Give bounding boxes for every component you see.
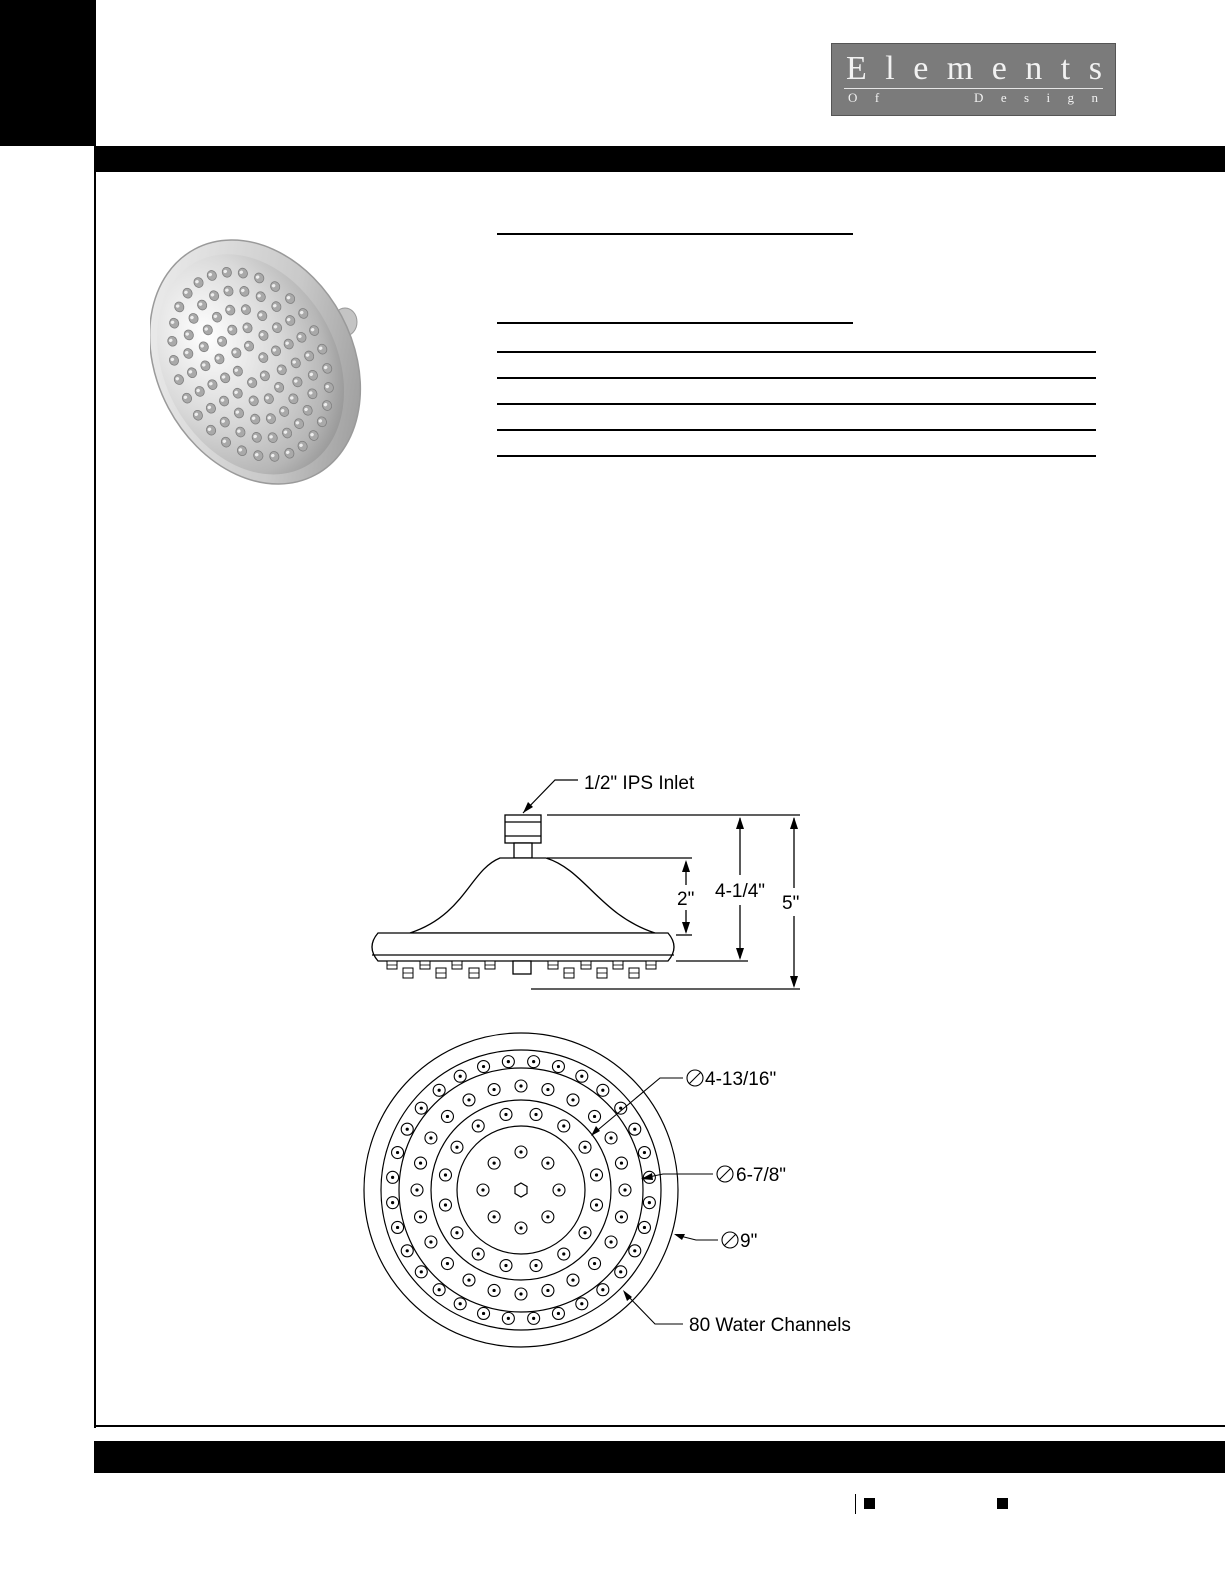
water-channel-hole xyxy=(591,1199,603,1211)
water-channel-hole xyxy=(567,1094,579,1106)
water-channel-hole xyxy=(478,1061,490,1073)
water-channel-hole xyxy=(415,1266,427,1278)
water-channel-hole xyxy=(629,1123,641,1135)
water-channel-hole xyxy=(415,1157,427,1169)
side-nozzle xyxy=(548,961,558,969)
water-channel-hole xyxy=(528,1056,540,1068)
water-channel-hole xyxy=(425,1236,437,1248)
water-channel-hole xyxy=(615,1266,627,1278)
water-channel-hole xyxy=(478,1307,490,1319)
water-channel-hole xyxy=(502,1056,514,1068)
footer-divider xyxy=(855,1494,856,1514)
water-channel-hole xyxy=(415,1102,427,1114)
water-channel-hole xyxy=(500,1260,512,1272)
water-channel-hole xyxy=(488,1284,500,1296)
logo-divider xyxy=(844,88,1103,89)
brand-logo xyxy=(831,43,1116,116)
water-channel-hole xyxy=(477,1184,489,1196)
water-channel-hole xyxy=(472,1120,484,1132)
water-channel-hole xyxy=(515,1146,527,1158)
water-channel-hole xyxy=(615,1211,627,1223)
spec-rule-1 xyxy=(497,233,853,235)
side-nozzle xyxy=(597,968,607,978)
water-channel-hole xyxy=(441,1110,453,1122)
water-channel-hole xyxy=(392,1221,404,1233)
water-channel-hole xyxy=(515,1080,527,1092)
water-channel-hole xyxy=(530,1108,542,1120)
water-channel-hole xyxy=(629,1245,641,1257)
spec-table-rule-2 xyxy=(497,377,1096,379)
side-nozzle xyxy=(646,961,656,969)
dim-label-2in: 2" xyxy=(677,889,695,910)
footer-square-bullet xyxy=(997,1498,1008,1509)
water-channels-label: 80 Water Channels xyxy=(689,1315,851,1336)
side-nozzle xyxy=(613,961,623,969)
water-channel-hole xyxy=(515,1288,527,1300)
inlet-label: 1/2" IPS Inlet xyxy=(584,773,695,794)
water-channel-hole xyxy=(619,1184,631,1196)
water-channel-hole xyxy=(552,1061,564,1073)
spec-table-rule-3 xyxy=(497,403,1096,405)
side-nozzle xyxy=(403,968,413,978)
water-channel-hole xyxy=(530,1260,542,1272)
water-channel-hole xyxy=(401,1245,413,1257)
product-photo xyxy=(150,222,380,502)
water-channel-hole xyxy=(597,1084,609,1096)
side-nozzle xyxy=(420,961,430,969)
water-channel-hole xyxy=(401,1123,413,1135)
logo-wordmark-elements: E l e m e n t s xyxy=(846,50,1102,87)
water-channel-hole xyxy=(472,1248,484,1260)
water-channel-hole xyxy=(415,1211,427,1223)
side-nozzle xyxy=(629,968,639,978)
water-channel-hole xyxy=(553,1184,565,1196)
water-channel-hole xyxy=(567,1274,579,1286)
water-channel-hole xyxy=(558,1120,570,1132)
water-channel-hole xyxy=(488,1084,500,1096)
top-view-leaders xyxy=(591,1070,738,1324)
water-channel-hole xyxy=(542,1284,554,1296)
water-channel-hole xyxy=(454,1298,466,1310)
water-channel-hole xyxy=(439,1169,451,1181)
water-channel-hole xyxy=(638,1147,650,1159)
logo-wordmark-of-design: O f D e s i g n xyxy=(848,90,1098,105)
water-channel-hole xyxy=(488,1157,500,1169)
footer-square-bullet xyxy=(864,1498,875,1509)
water-channel-hole xyxy=(392,1147,404,1159)
side-nozzle xyxy=(581,961,591,969)
water-channel-hole xyxy=(591,1169,603,1181)
spec-table-rule-5 xyxy=(497,455,1096,457)
water-channel-hole xyxy=(502,1312,514,1324)
water-channel-hole xyxy=(411,1184,423,1196)
dia-label-inner: 4-13/16" xyxy=(705,1069,777,1090)
water-channel-hole xyxy=(552,1307,564,1319)
water-channel-hole xyxy=(605,1132,617,1144)
water-channel-hole xyxy=(589,1258,601,1270)
water-channel-hole xyxy=(463,1274,475,1286)
water-channel-hole xyxy=(515,1222,527,1234)
water-channel-hole xyxy=(425,1132,437,1144)
water-channel-hole xyxy=(433,1084,445,1096)
water-channel-hole xyxy=(589,1110,601,1122)
side-nozzle xyxy=(564,968,574,978)
water-channel-hole xyxy=(387,1197,399,1209)
water-channel-hole xyxy=(643,1197,655,1209)
left-border-rule xyxy=(94,0,96,1428)
spec-table-rule-1 xyxy=(497,351,1096,353)
dia-label-middle: 6-7/8" xyxy=(736,1165,787,1186)
spec-table-rule-4 xyxy=(497,429,1096,431)
spec-rule-2 xyxy=(497,322,853,324)
water-channel-hole xyxy=(488,1211,500,1223)
water-channel-hole xyxy=(451,1227,463,1239)
water-channel-hole xyxy=(542,1084,554,1096)
water-channel-hole xyxy=(615,1157,627,1169)
water-channel-hole xyxy=(528,1312,540,1324)
water-channel-hole xyxy=(579,1227,591,1239)
water-channel-hole xyxy=(463,1094,475,1106)
water-channel-hole xyxy=(500,1108,512,1120)
water-channel-hole xyxy=(451,1141,463,1153)
dim-label-5in: 5" xyxy=(782,893,800,914)
technical-drawings xyxy=(350,760,890,1360)
side-nozzle xyxy=(469,968,479,978)
water-channel-hole xyxy=(387,1171,399,1183)
header-bar xyxy=(94,146,1225,172)
water-channel-hole xyxy=(615,1102,627,1114)
water-channel-hole xyxy=(558,1248,570,1260)
content-bottom-rule xyxy=(94,1425,1225,1427)
side-nozzle xyxy=(436,968,446,978)
dia-label-outer: 9" xyxy=(740,1231,758,1252)
footer-marks xyxy=(855,1494,1015,1514)
water-channel-hole xyxy=(441,1258,453,1270)
water-channel-hole xyxy=(439,1199,451,1211)
water-channel-hole xyxy=(597,1284,609,1296)
water-channel-hole xyxy=(576,1070,588,1082)
dim-label-4-1-4in: 4-1/4" xyxy=(715,881,766,902)
water-channel-hole xyxy=(638,1221,650,1233)
water-channel-hole xyxy=(433,1284,445,1296)
water-channel-holes xyxy=(387,1056,656,1325)
water-channel-hole xyxy=(542,1211,554,1223)
side-nozzle xyxy=(387,961,397,969)
water-channel-hole xyxy=(542,1157,554,1169)
water-channel-hole xyxy=(605,1236,617,1248)
side-nozzle xyxy=(485,961,495,969)
side-nozzle xyxy=(452,961,462,969)
water-channel-hole xyxy=(454,1070,466,1082)
corner-block xyxy=(0,0,94,146)
water-channel-hole xyxy=(576,1298,588,1310)
water-channel-hole xyxy=(579,1141,591,1153)
footer-bar xyxy=(94,1441,1225,1473)
